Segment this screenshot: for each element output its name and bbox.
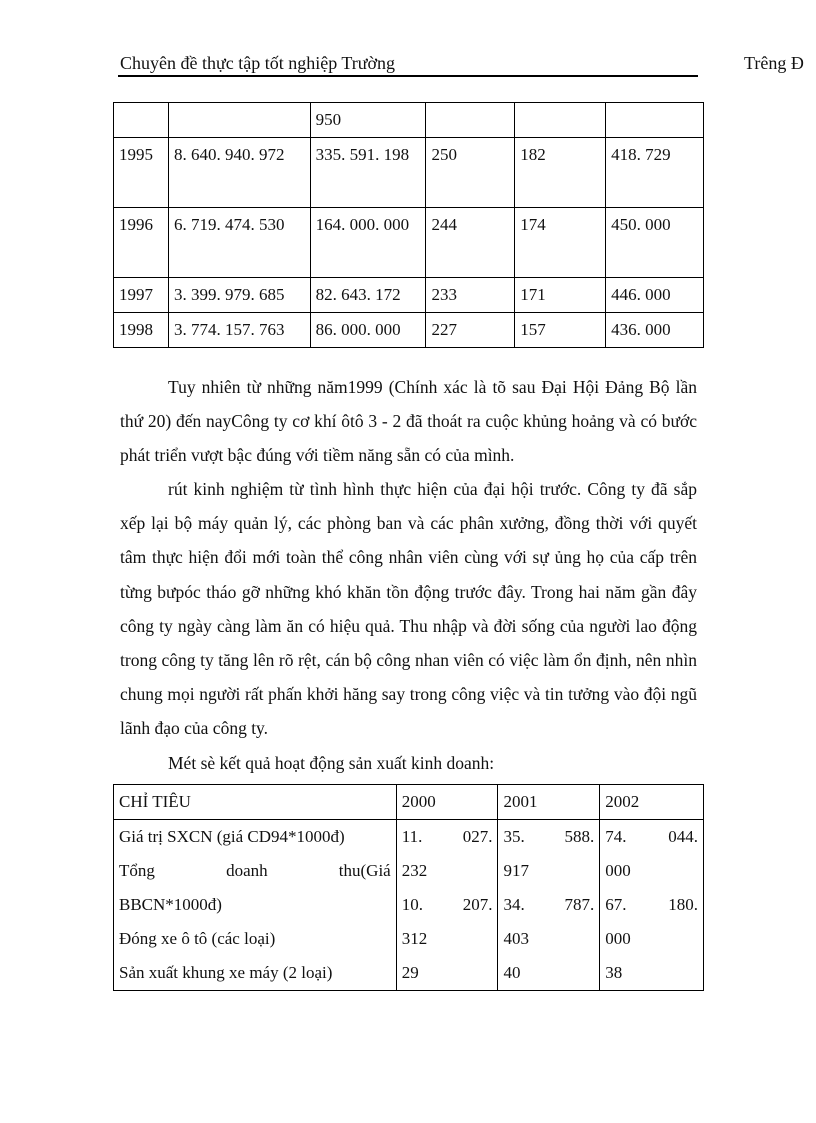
business-results-table <box>113 784 704 991</box>
table-cell <box>426 103 515 138</box>
year-2000-cell <box>396 820 498 991</box>
value-part: 11. <box>401 827 423 846</box>
value-part: 787. <box>564 895 595 914</box>
indicator-cell <box>114 820 397 991</box>
table-row <box>114 138 704 208</box>
column-header: 2002 <box>600 785 704 820</box>
production-history-table <box>113 102 704 348</box>
value-part: 588. <box>564 827 595 846</box>
paragraph: rút kinh nghiệm từ tình hình thực hiện của đại hội trước. Công ty đã sắp xếp lại bộ máy quản lý, các phòng ban và các phân xưởng, đồng thời với quyết tâm thực hiện đổi mới toàn thể công nhân viên cùng với sự ủng họ của cấp trên từng bưpóc tháo gỡ những khó khăn tồn động trước đây. Trong hai năm gần đây công ty ngày càng làm ăn có hiệu quả. Thu nhập và đời sống của người lao động trong công ty tăng lên rõ rệt, cán bộ công nhan viên có việc làm ổn định, nên nhìn chung mọi người rất phấn khởi hăng say trong công việc và tin tưởng vào đội ngũ lãnh đạo của công ty. <box>120 479 697 739</box>
value-line: 38 <box>605 963 623 982</box>
indicator-label: Sản xuất khung xe máy (2 loại) <box>119 963 333 982</box>
value-line: 000 <box>605 929 631 948</box>
indicator-word: Tổng <box>119 861 155 880</box>
table-cell: 335. 591. 198 <box>310 138 426 208</box>
value-line: 403 <box>503 929 529 948</box>
table-cell: 233 <box>426 278 515 313</box>
page-header-left: Chuyên đề thực tập tốt nghiệp Trường <box>120 53 396 73</box>
year-cell: 1996 <box>114 208 169 278</box>
year-cell: 1998 <box>114 313 169 348</box>
table-row <box>114 820 704 991</box>
year-2002-cell <box>600 820 704 991</box>
value-part: 10. <box>401 895 423 914</box>
table-cell: 6. 719. 474. 530 <box>168 208 310 278</box>
value-line: 232 <box>401 861 428 880</box>
year-2001-cell <box>498 820 600 991</box>
table-row <box>114 278 704 313</box>
column-header: 2000 <box>396 785 498 820</box>
table-row <box>114 103 704 138</box>
table-cell <box>606 103 704 138</box>
table-row <box>114 313 704 348</box>
table-cell: 182 <box>515 138 606 208</box>
value-part: 35. <box>503 827 525 846</box>
indicator-label: BBCN*1000đ) <box>119 895 222 914</box>
value-line: 000 <box>605 861 631 880</box>
table-cell: 450. 000 <box>606 208 704 278</box>
column-header: 2001 <box>498 785 600 820</box>
value-line <box>402 820 493 854</box>
table-cell: 3. 774. 157. 763 <box>168 313 310 348</box>
table-cell: 3. 399. 979. 685 <box>168 278 310 313</box>
year-cell: 1995 <box>114 138 169 208</box>
table-cell: 950 <box>310 103 426 138</box>
table-cell: 227 <box>426 313 515 348</box>
header-rule <box>118 75 698 77</box>
year-cell: 1997 <box>114 278 169 313</box>
table-cell: 250 <box>426 138 515 208</box>
value-line: 917 <box>503 861 529 880</box>
value-line <box>605 820 698 854</box>
indicator-label <box>119 854 391 888</box>
table-cell: 446. 000 <box>606 278 704 313</box>
table-cell: 418. 729 <box>606 138 704 208</box>
table-cell <box>114 103 169 138</box>
value-part: 180. <box>668 895 698 914</box>
value-line <box>503 888 594 922</box>
indicator-word: doanh <box>226 861 268 880</box>
table-cell: 171 <box>515 278 606 313</box>
table-row <box>114 208 704 278</box>
table-header-row <box>114 785 704 820</box>
table-cell: 174 <box>515 208 606 278</box>
paragraph: Tuy nhiên từ những năm1999 (Chính xác là tõ sau Đại Hội Đảng Bộ lần thứ 20) đến nayCông ty cơ khí ôtô 3 - 2 đã thoát ra cuộc khủng hoảng và có bước phát triển vượt bậc đúng với tiềm năng sẵn có của mình. <box>120 377 697 466</box>
table-cell <box>168 103 310 138</box>
value-part: 74. <box>605 827 627 846</box>
table-cell: 157 <box>515 313 606 348</box>
table-cell: 164. 000. 000 <box>310 208 426 278</box>
value-line: 29 <box>401 963 419 982</box>
value-part: 027. <box>462 827 493 846</box>
value-part: 67. <box>605 895 627 914</box>
table-cell: 82. 643. 172 <box>310 278 426 313</box>
table-cell: 436. 000 <box>606 313 704 348</box>
value-part: 044. <box>668 827 698 846</box>
value-line <box>503 820 594 854</box>
value-line: 40 <box>503 963 521 982</box>
value-line <box>402 888 493 922</box>
column-header: CHỈ TIÊU <box>114 785 397 820</box>
table-cell: 86. 000. 000 <box>310 313 426 348</box>
value-line: 312 <box>401 929 428 948</box>
table-cell: 8. 640. 940. 972 <box>168 138 310 208</box>
value-part: 207. <box>462 895 493 914</box>
indicator-label: Đóng xe ô tô (các loại) <box>119 929 276 948</box>
indicator-word: thu(Giá <box>338 861 391 880</box>
table-cell: 244 <box>426 208 515 278</box>
paragraph-results-intro: Mét sè kết quả hoạt động sản xuất kinh doanh: <box>168 753 495 773</box>
value-line <box>605 888 698 922</box>
table-cell <box>515 103 606 138</box>
page-header-right: Trêng Đ <box>744 53 804 73</box>
value-part: 34. <box>503 895 525 914</box>
indicator-label: Giá trị SXCN (giá CD94*1000đ) <box>119 827 345 846</box>
